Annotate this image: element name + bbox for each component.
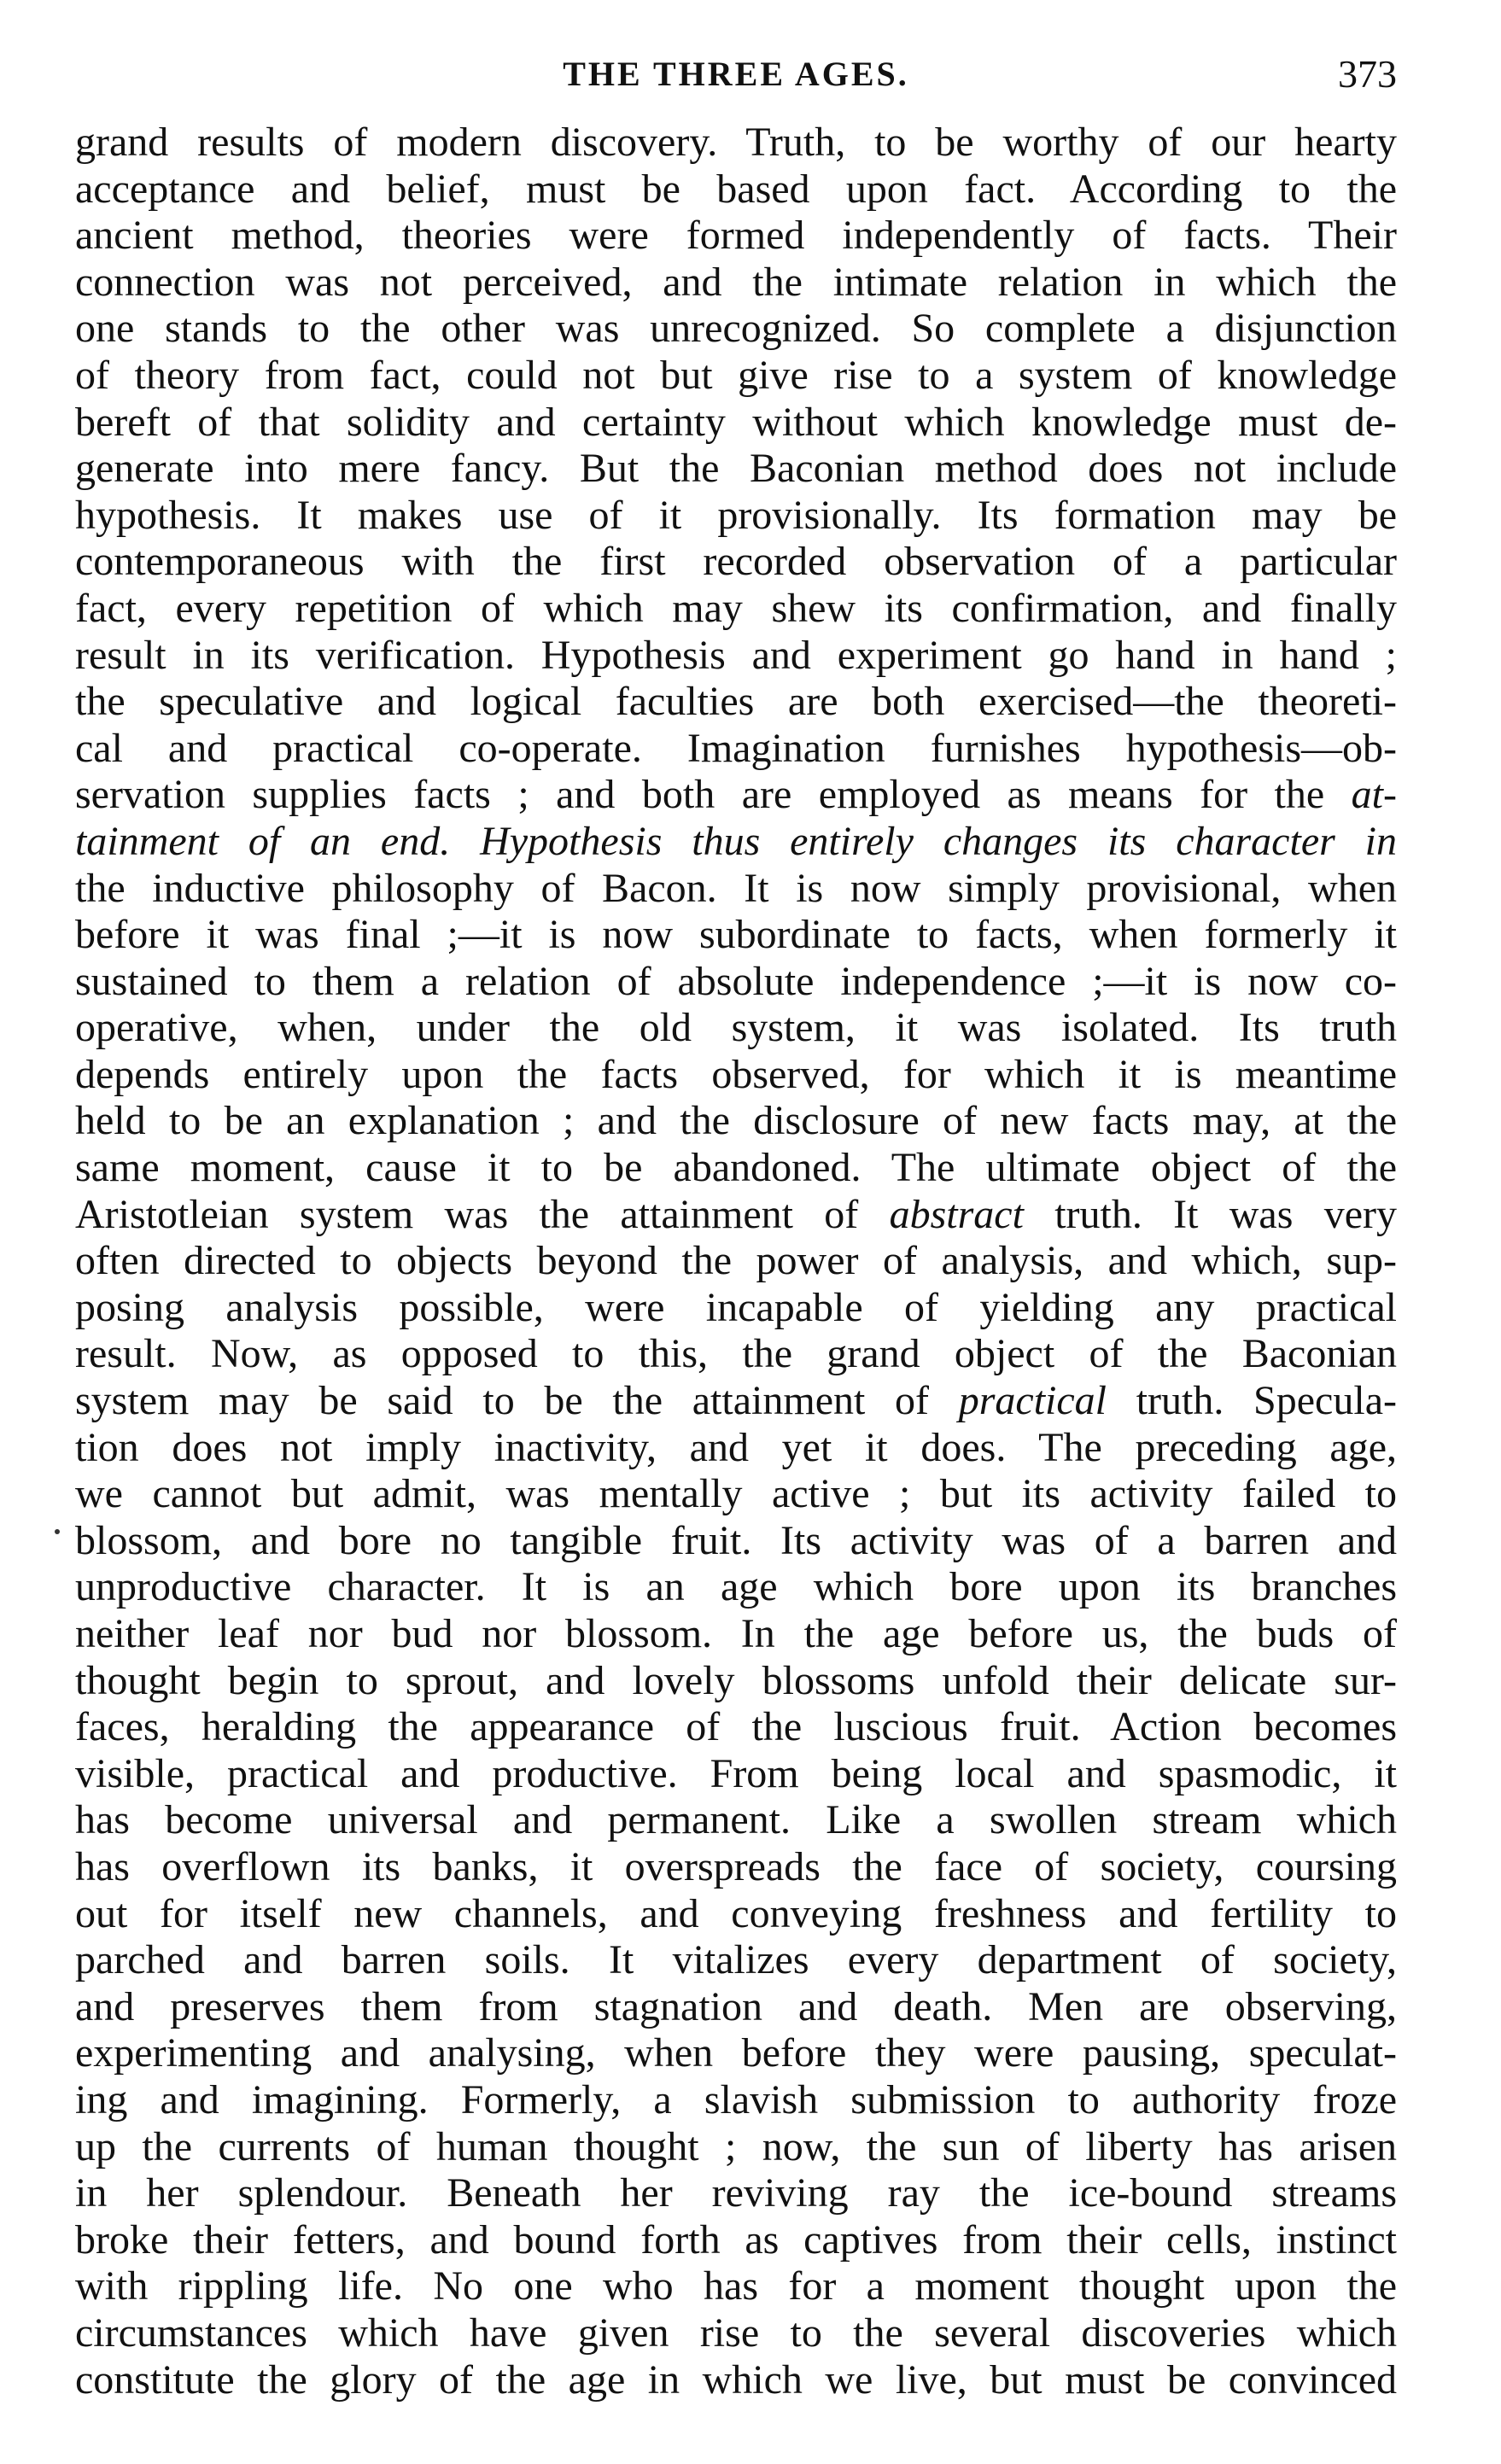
text-run: the speculative and logical faculties are both exercised—the theoreti- [75, 679, 1397, 725]
text-run: in her splendour. Beneath her reviving ray the ice-bound streams [75, 2170, 1397, 2216]
text-line [75, 306, 1397, 353]
text-line [75, 819, 1397, 866]
text-run: unproductive character. It is an age which bore upon its branches [75, 1564, 1397, 1610]
text-run: fact, every repetition of which may shew its confirmation, and finally [75, 585, 1397, 631]
text-line [75, 2030, 1397, 2077]
text-line [75, 2310, 1397, 2357]
text-line [75, 1471, 1397, 1518]
text-run: ing and imagining. Formerly, a slavish submission to authority froze [75, 2076, 1397, 2122]
body-text [75, 120, 1397, 2403]
text-line [75, 1658, 1397, 1705]
running-head [75, 44, 1397, 104]
text-line [75, 1285, 1397, 1332]
page-number: 373 [1338, 52, 1397, 96]
text-line [75, 1751, 1397, 1798]
text-line [75, 633, 1397, 680]
text-run: Aristotleian system was the attainment of [75, 1191, 890, 1237]
text-run: one stands to the other was unrecognized. So complete a disjunction [75, 306, 1397, 352]
text-run: has become universal and permanent. Like a swollen stream which [75, 1797, 1397, 1843]
text-run: operative, when, under the old system, it was isolated. Its truth [75, 1005, 1397, 1051]
text-line [75, 679, 1397, 726]
text-run: out for itself new channels, and conveying freshness and fertility to [75, 1890, 1397, 1936]
text-line [75, 726, 1397, 773]
text-line [75, 1192, 1397, 1239]
text-line [75, 1098, 1397, 1145]
text-run: the inductive philosophy of Bacon. It is now simply provisional, when [75, 865, 1397, 911]
text-line [75, 1611, 1397, 1658]
text-line [75, 912, 1397, 959]
text-run: generate into mere fancy. But the Baconian method does not include [75, 446, 1397, 492]
text-run: constitute the glory of the age in which we live, but must be convinced [75, 2356, 1397, 2403]
text-run: and preserves them from stagnation and death. Men are observing, [75, 1983, 1397, 2029]
text-run: grand results of modern discovery. Truth, to be worthy of our hearty [75, 120, 1397, 165]
text-line [75, 772, 1397, 819]
italic-text: at- [1351, 772, 1397, 818]
text-run: posing analysis possible, were incapable of yielding any practical [75, 1284, 1397, 1330]
text-run: system may be said to be the attainment of [75, 1378, 959, 1424]
text-run: servation supplies facts ; and both are employed as means for the [75, 772, 1352, 818]
italic-text: abstract [889, 1191, 1024, 1237]
text-run: parched and barren soils. It vitalizes every department of society, [75, 1937, 1397, 1983]
text-run: experimenting and analysing, when before they were pausing, speculat- [75, 2030, 1397, 2076]
text-line [75, 959, 1397, 1006]
text-run: visible, practical and productive. From being local and spasmodic, it [75, 1750, 1397, 1796]
text-run: held to be an explanation ; and the disclosure of new facts may, at the [75, 1098, 1397, 1144]
text-line [75, 1564, 1397, 1611]
text-line [75, 1518, 1397, 1565]
text-run: result in its verification. Hypothesis and experiment go hand in hand ; [75, 632, 1397, 678]
text-line [75, 1984, 1397, 2031]
text-line [75, 1844, 1397, 1891]
text-run: connection was not perceived, and the intimate relation in which the [75, 259, 1397, 305]
text-line [75, 2170, 1397, 2217]
text-run: circumstances which have given rise to the several discoveries which [75, 2309, 1397, 2356]
text-run: neither leaf nor bud nor blossom. In the age before us, the buds of [75, 1611, 1397, 1656]
text-line [75, 2077, 1397, 2124]
running-title: THE THREE AGES. [563, 55, 909, 93]
text-run: truth. It was very [1023, 1191, 1397, 1237]
text-line [75, 1005, 1397, 1052]
text-run: bereft of that solidity and certainty without which knowledge must de- [75, 399, 1397, 445]
text-line [75, 2217, 1397, 2264]
text-run: truth. Specula- [1107, 1378, 1397, 1424]
text-run: cal and practical co-operate. Imagination furnishes hypothesis—ob- [75, 725, 1397, 771]
text-line [75, 2263, 1397, 2310]
text-run: depends entirely upon the facts observed, for which it is meantime [75, 1051, 1397, 1097]
text-run: contemporaneous with the first recorded observation of a particular [75, 539, 1397, 585]
text-line [75, 2124, 1397, 2171]
text-line [75, 1052, 1397, 1099]
text-line [75, 1425, 1397, 1472]
margin-dot [55, 1529, 60, 1534]
text-run: same moment, cause it to be abandoned. The ultimate object of the [75, 1145, 1397, 1191]
text-line [75, 1704, 1397, 1751]
text-line [75, 586, 1397, 633]
text-run: with rippling life. No one who has for a moment thought upon the [75, 2263, 1397, 2309]
text-line [75, 400, 1397, 447]
text-run: often directed to objects beyond the power of analysis, and which, sup- [75, 1238, 1397, 1284]
text-line [75, 866, 1397, 913]
text-run: up the currents of human thought ; now, the sun of liberty has arisen [75, 2123, 1397, 2169]
text-line [75, 2357, 1397, 2404]
text-run: sustained to them a relation of absolute independence ;—it is now co- [75, 958, 1397, 1004]
text-line [75, 1378, 1397, 1425]
text-line [75, 1145, 1397, 1192]
text-line [75, 493, 1397, 540]
text-run: thought begin to sprout, and lovely blossoms unfold their delicate sur- [75, 1657, 1397, 1703]
text-line [75, 1238, 1397, 1285]
text-run: acceptance and belief, must be based upon fact. According to the [75, 166, 1397, 212]
text-line [75, 166, 1397, 213]
text-run: faces, heralding the appearance of the luscious fruit. Action becomes [75, 1704, 1397, 1750]
text-run: ancient method, theories were formed independently of facts. Their [75, 213, 1397, 259]
text-line [75, 213, 1397, 260]
text-run: hypothesis. It makes use of it provisionally. Its formation may be [75, 492, 1397, 538]
text-line [75, 1891, 1397, 1938]
text-run: has overflown its banks, it overspreads the face of society, coursing [75, 1843, 1397, 1889]
text-run: broke their fetters, and bound forth as captives from their cells, instinct [75, 2216, 1397, 2263]
text-line [75, 446, 1397, 493]
text-line [75, 1797, 1397, 1844]
text-run: result. Now, as opposed to this, the grand object of the Baconian [75, 1331, 1397, 1377]
text-run: we cannot but admit, was mentally active ; but its activity failed to [75, 1471, 1397, 1517]
text-run: before it was final ;—it is now subordinate to facts, when formerly it [75, 912, 1397, 958]
text-line [75, 353, 1397, 400]
italic-text: tainment of an end. Hypothesis thus entirely changes its character in [75, 818, 1397, 864]
text-line [75, 260, 1397, 307]
text-run: blossom, and bore no tangible fruit. Its activity was of a barren and [75, 1517, 1397, 1563]
text-line [75, 1937, 1397, 1984]
italic-text: practical [958, 1378, 1107, 1424]
text-line [75, 1331, 1397, 1378]
text-run: of theory from fact, could not but give rise to a system of knowledge [75, 352, 1397, 398]
text-line [75, 120, 1397, 166]
text-run: tion does not imply inactivity, and yet it does. The preceding age, [75, 1424, 1397, 1470]
text-line [75, 539, 1397, 586]
